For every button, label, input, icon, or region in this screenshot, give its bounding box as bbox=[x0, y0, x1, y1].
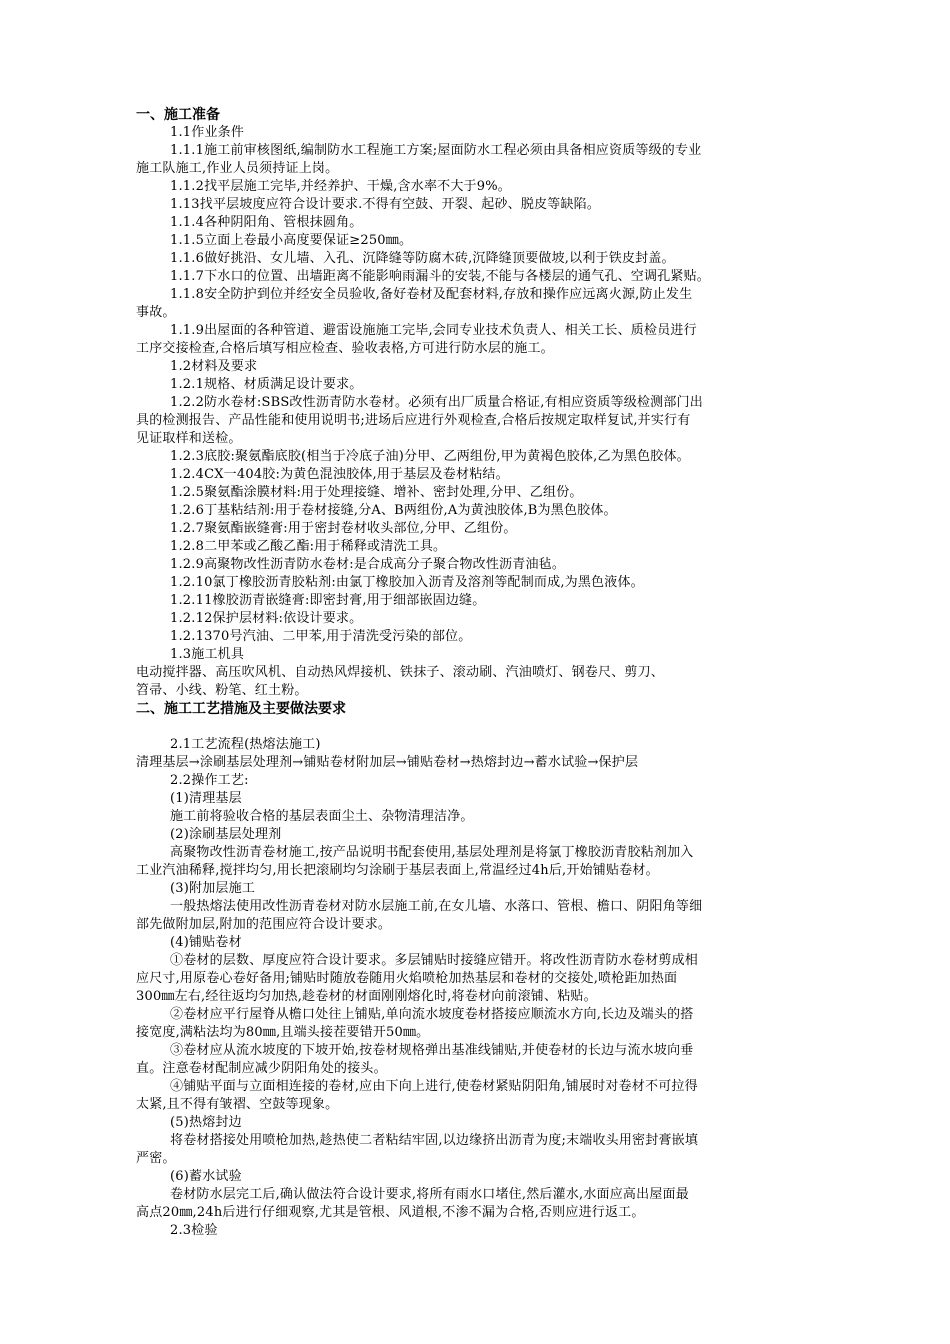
op-4-4-line2: 太紧,且不得有皱褶、空鼓等现象。 bbox=[136, 1097, 339, 1112]
op-5-title: (5)热熔封边 bbox=[170, 1115, 242, 1130]
heading-1-2: 1.2材料及要求 bbox=[170, 359, 258, 374]
item-1-2-10: 1.2.10氯丁橡胶沥青胶粘剂:由氯丁橡胶加入沥青及溶剂等配制而成,为黑色液体。 bbox=[170, 575, 644, 590]
item-1-1-6: 1.1.6做好挑沿、女儿墙、入孔、沉降缝等防腐木砖,沉降缝顶要做坡,以利于铁皮封盖。 bbox=[170, 251, 675, 266]
document-page bbox=[136, 106, 856, 1240]
item-1-2-11: 1.2.11橡胶沥青嵌缝膏:即密封膏,用于细部嵌固边缝。 bbox=[170, 593, 486, 608]
item-1-2-7: 1.2.7聚氨酯嵌缝膏:用于密封卷材收头部位,分甲、乙组份。 bbox=[170, 521, 517, 536]
op-6-title: (6)蓄水试验 bbox=[170, 1169, 242, 1184]
op-6-line1: 卷材防水层完工后,确认做法符合设计要求,将所有雨水口堵住,然后灌水,水面应高出屋面最 bbox=[170, 1187, 689, 1202]
op-4-1-line2: 应尺寸,用原卷心卷好备用;铺贴时随放卷随用火焰喷枪加热基层和卷材的交接处,喷枪距加热面 bbox=[136, 971, 678, 986]
op-3-line2: 部先做附加层,附加的范围应符合设计要求。 bbox=[136, 917, 392, 932]
op-3-title: (3)附加层施工 bbox=[170, 881, 256, 896]
process-flow: 清理基层→涂刷基层处理剂→铺贴卷材附加层→铺贴卷材→热熔封边→蓄水试验→保护层 bbox=[136, 755, 639, 770]
item-1-1-5: 1.1.5立面上卷最小高度要保证≥250㎜。 bbox=[170, 233, 413, 248]
item-1-2-4: 1.2.4CX一404胶:为黄色混浊胶体,用于基层及卷材粘结。 bbox=[170, 467, 509, 482]
op-5-line1: 将卷材搭接处用喷枪加热,趁热使二者粘结牢固,以边缘挤出沥青为度;末端收头用密封膏嵌填 bbox=[170, 1133, 699, 1148]
op-6-line2: 高点20㎜,24h后进行仔细观察,尤其是管根、风道根,不渗不漏为合格,否则应进行返工。 bbox=[136, 1205, 645, 1220]
op-4-4-line1: ④铺贴平面与立面相连接的卷材,应由下向上进行,使卷材紧贴阴阳角,铺展时对卷材不可拉得 bbox=[170, 1079, 698, 1094]
item-1-1-7: 1.1.7下水口的位置、出墙距离不能影响雨漏斗的安装,不能与各楼层的通气孔、空调孔紧贴。 bbox=[170, 269, 711, 284]
tools-line2: 笤帚、小线、粉笔、红土粉。 bbox=[136, 683, 308, 698]
item-1-2-5: 1.2.5聚氨酯涂膜材料:用于处理接缝、增补、密封处理,分甲、乙组份。 bbox=[170, 485, 583, 500]
heading-1-3: 1.3施工机具 bbox=[170, 647, 245, 662]
op-4-2-line1: ②卷材应平行屋脊从檐口处往上铺贴,单向流水坡度卷材搭接应顺流水方向,长边及端头的搭 bbox=[170, 1007, 694, 1022]
item-1-1-9-line2: 工序交接检查,合格后填写相应检查、验收表格,方可进行防水层的施工。 bbox=[136, 341, 554, 356]
op-2-line2: 工业汽油稀释,搅拌均匀,用长把滚刷均匀涂刷于基层表面上,常温经过4h后,开始铺贴卷材。 bbox=[136, 863, 659, 878]
op-4-2-line2: 接宽度,满粘法均为80㎜,且端头接茬要错开50㎜。 bbox=[136, 1025, 430, 1040]
tools-line1: 电动搅拌器、高压吹风机、自动热风焊接机、铁抹子、滚动刷、汽油喷灯、钢卷尺、剪刀、 bbox=[136, 665, 665, 680]
item-1-2-6: 1.2.6丁基粘结剂:用于卷材接缝,分A、B两组份,A为黄浊胶体,B为黑色胶体。 bbox=[170, 503, 617, 518]
item-1-1-4: 1.1.4各种阴阳角、管根抹圆角。 bbox=[170, 215, 363, 230]
op-2-title: (2)涂刷基层处理剂 bbox=[170, 827, 282, 842]
heading-2-3: 2.3检验 bbox=[170, 1223, 218, 1238]
heading-2-2: 2.2操作工艺: bbox=[170, 773, 249, 788]
item-1-2-2-line1: 1.2.2防水卷材:SBS改性沥青防水卷材。必须有出厂质量合格证,有相应资质等级检测部门出 bbox=[170, 395, 703, 410]
op-3-line1: 一般热熔法使用改性沥青卷材对防水层施工前,在女儿墙、水落口、管根、檐口、阴阳角等细 bbox=[170, 899, 703, 914]
op-1-title: (1)清理基层 bbox=[170, 791, 242, 806]
item-1-1-9-line1: 1.1.9出屋面的各种管道、避雷设施施工完毕,会同专业技术负责人、相关工长、质检员进行 bbox=[170, 323, 697, 338]
section-2-title: 二、施工工艺措施及主要做法要求 bbox=[136, 701, 346, 717]
item-1-2-8: 1.2.8二甲苯或乙酸乙酯:用于稀释或清洗工具。 bbox=[170, 539, 447, 554]
section-1-title: 一、施工准备 bbox=[136, 107, 220, 123]
item-1-2-1: 1.2.1规格、材质满足设计要求。 bbox=[170, 377, 363, 392]
op-2-line1: 高聚物改性沥青卷材施工,按产品说明书配套使用,基层处理剂是将氯丁橡胶沥青胶粘剂加入 bbox=[170, 845, 694, 860]
item-1-1-3: 1.13找平层坡度应符合设计要求.不得有空鼓、开裂、起砂、脱皮等缺陷。 bbox=[170, 197, 601, 212]
op-4-1-line1: ①卷材的层数、厚度应符合设计要求。多层铺贴时接缝应错开。将改性沥青防水卷材剪成相 bbox=[170, 953, 699, 968]
op-4-3-line1: ③卷材应从流水坡度的下坡开始,按卷材规格弹出基准线铺贴,并使卷材的长边与流水坡向垂 bbox=[170, 1043, 694, 1058]
item-1-1-1-line2: 施工队施工,作业人员须持证上岗。 bbox=[136, 161, 339, 176]
heading-1-1: 1.1作业条件 bbox=[170, 125, 245, 140]
item-1-1-8-line2: 事故。 bbox=[136, 305, 176, 320]
spacer bbox=[136, 718, 856, 736]
item-1-2-2-line2: 具的检测报告、产品性能和使用说明书;进场后应进行外观检查,合格后按规定取样复试,并实行有 bbox=[136, 413, 691, 428]
item-1-2-2-line3: 见证取样和送检。 bbox=[136, 431, 242, 446]
item-1-2-12: 1.2.12保护层材料:依设计要求。 bbox=[170, 611, 363, 626]
op-4-1-line3: 300㎜左右,经往返均匀加热,趁卷材的材面刚刚熔化时,将卷材向前滚铺、粘贴。 bbox=[136, 989, 597, 1004]
item-1-1-8-line1: 1.1.8安全防护到位并经安全员验收,备好卷材及配套材料,存放和操作应远离火源,防止发生 bbox=[170, 287, 693, 302]
op-1-text: 施工前将验收合格的基层表面尘土、杂物清理洁净。 bbox=[170, 809, 474, 824]
heading-2-1: 2.1工艺流程(热熔法施工) bbox=[170, 737, 321, 752]
item-1-2-13: 1.2.1370号汽油、二甲苯,用于清洗受污染的部位。 bbox=[170, 629, 472, 644]
op-4-title: (4)铺贴卷材 bbox=[170, 935, 242, 950]
op-5-line2: 严密。 bbox=[136, 1151, 176, 1166]
item-1-2-9: 1.2.9高聚物改性沥青防水卷材:是合成高分子聚合物改性沥青油毡。 bbox=[170, 557, 566, 572]
item-1-1-2: 1.1.2找平层施工完毕,并经养护、干燥,含水率不大于9%。 bbox=[170, 179, 511, 194]
op-4-3-line2: 直。注意卷材配制应减少阴阳角处的接头。 bbox=[136, 1061, 387, 1076]
item-1-1-1-line1: 1.1.1施工前审核图纸,编制防水工程施工方案;屋面防水工程必须由具备相应资质等级的专业 bbox=[170, 143, 702, 158]
item-1-2-3: 1.2.3底胶:聚氨酯底胶(相当于冷底子油)分甲、乙两组份,甲为黄褐色胶体,乙为黑色胶体。 bbox=[170, 449, 690, 464]
